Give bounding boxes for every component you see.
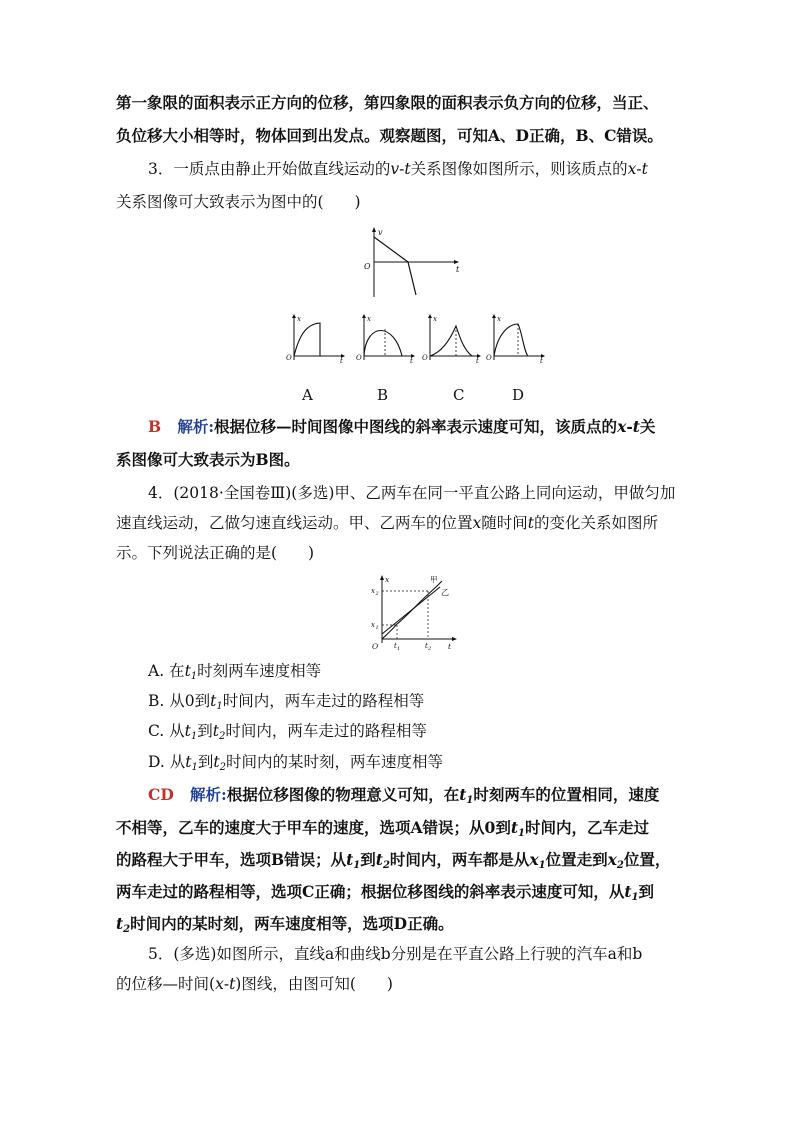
q3-option-figure-a <box>284 312 348 364</box>
q3-option-figure-d <box>484 312 548 364</box>
q3-option-figure-b <box>354 312 418 364</box>
svg-text:1: 1 <box>397 646 401 652</box>
svg-text:t: t <box>476 357 479 364</box>
q4-answer: CD <box>148 785 174 804</box>
svg-text:t: t <box>394 642 397 650</box>
q3-vt-o-label: O <box>364 262 371 271</box>
svg-text:t: t <box>410 357 413 364</box>
q4-option-a: A. 在$t_1$时刻两车速度相等 <box>148 662 322 682</box>
q4-stem-line-1: 4．(2018·全国卷Ⅲ)(多选)甲、乙两车在同一平直公路上同向运动，甲做匀加 <box>148 484 676 502</box>
svg-text:1: 1 <box>375 625 379 631</box>
svg-text:O: O <box>422 354 428 362</box>
svg-text:2: 2 <box>375 591 379 597</box>
svg-text:x: x <box>497 315 501 323</box>
svg-text:O: O <box>286 354 292 362</box>
q3-answer: B <box>148 417 162 436</box>
q4-label-jia: 甲 <box>430 575 438 584</box>
q4-stem-line-3: 示。下列说法正确的是( ) <box>116 544 315 562</box>
svg-text:x: x <box>371 587 375 595</box>
q4-stem-line-2: 速直线运动，乙做匀速直线运动。甲、乙两车的位置x随时间t的变化关系如图所 <box>116 514 659 532</box>
q4-option-b: B. 从0到$t_1$时间内，两车走过的路程相等 <box>148 692 425 712</box>
q3-figure-label-b: B <box>377 386 389 404</box>
svg-text:x: x <box>385 575 390 584</box>
svg-text:x: x <box>297 315 301 323</box>
q4-option-d: D. 从$t_1$到$t_2$时间内的某时刻，两车速度相等 <box>148 753 443 773</box>
svg-text:x: x <box>371 621 375 629</box>
q4-option-c: C. 从$t_1$到$t_2$时间内，两车走过的路程相等 <box>148 722 427 742</box>
q4-jiexi-label: 解析: <box>189 785 227 804</box>
q4-solution-line-4: 两车走过的路程相等，选项C正确；根据位移图线的斜率表示速度可知，从$t_1$到 <box>116 882 654 903</box>
q3-vt-figure <box>360 225 470 300</box>
svg-text:t: t <box>540 357 543 364</box>
q3-vt-t-label: t <box>456 265 460 274</box>
q4-solution-line-5: $t_2$时间内的某时刻，两车速度相等，选项D正确。 <box>116 914 454 935</box>
prev-solution-line-2: 负位移大小相等时，物体回到出发点。观察题图，可知A、D正确，B、C错误。 <box>116 126 663 145</box>
svg-text:t: t <box>448 642 452 651</box>
svg-text:t: t <box>425 642 428 650</box>
q3-stem-line-1: 3．一质点由静止开始做直线运动的v-t关系图像如图所示，则该质点的x-t <box>148 160 648 178</box>
svg-text:t: t <box>340 357 343 364</box>
q3-vt-graph-line <box>374 237 416 295</box>
q3-figure-label-a: A <box>302 386 313 404</box>
q3-vt-v-label: v <box>378 228 383 237</box>
svg-text:2: 2 <box>428 646 432 652</box>
prev-solution-line-1: 第一象限的面积表示正方向的位移，第四象限的面积表示负方向的位移，当正、 <box>116 93 659 112</box>
q5-stem-line-2: 的位移—时间(x-t)图线，由图可知( ) <box>116 975 393 993</box>
q5-stem-line-1: 5．(多选)如图所示，直线a和曲线b分别是在平直公路上行驶的汽车a和b <box>148 945 643 963</box>
q3-solution-line-1: B 解析:根据位移—时间图像中图线的斜率表示速度可知，该质点的x-t关 <box>148 417 656 436</box>
q3-figure-label-d: D <box>512 386 525 404</box>
svg-text:O: O <box>486 354 492 362</box>
svg-text:x: x <box>367 315 371 323</box>
q4-solution-line-2: 不相等，乙车的速度大于甲车的速度，选项A错误；从0到$t_1$时间内，乙车走过 <box>116 818 649 839</box>
q4-xt-figure <box>366 573 462 653</box>
q4-curve-jia <box>382 581 442 639</box>
svg-text:O: O <box>356 354 362 362</box>
q3-figure-label-c: C <box>453 386 465 404</box>
q4-solution-line-1: CD 解析:根据位移图像的物理意义可知，在$t_1$时刻两车的位置相同，速度 <box>148 785 660 806</box>
q4-solution-line-3: 的路程大于甲车，选项B错误；从$t_1$到$t_2$时间内，两车都是从$x_1$位置走到$x_2$位置， <box>116 850 671 871</box>
q3-jiexi-label: 解析: <box>177 417 215 436</box>
q3-solution-line-2: 系图像可大致表示为B图。 <box>116 450 300 469</box>
svg-text:O: O <box>372 642 379 651</box>
q4-label-yi: 乙 <box>441 588 449 597</box>
q3-option-figure-c <box>420 312 484 364</box>
q3-stem-line-2: 关系图像可大致表示为图中的( ) <box>116 193 361 211</box>
svg-text:x: x <box>433 315 437 323</box>
